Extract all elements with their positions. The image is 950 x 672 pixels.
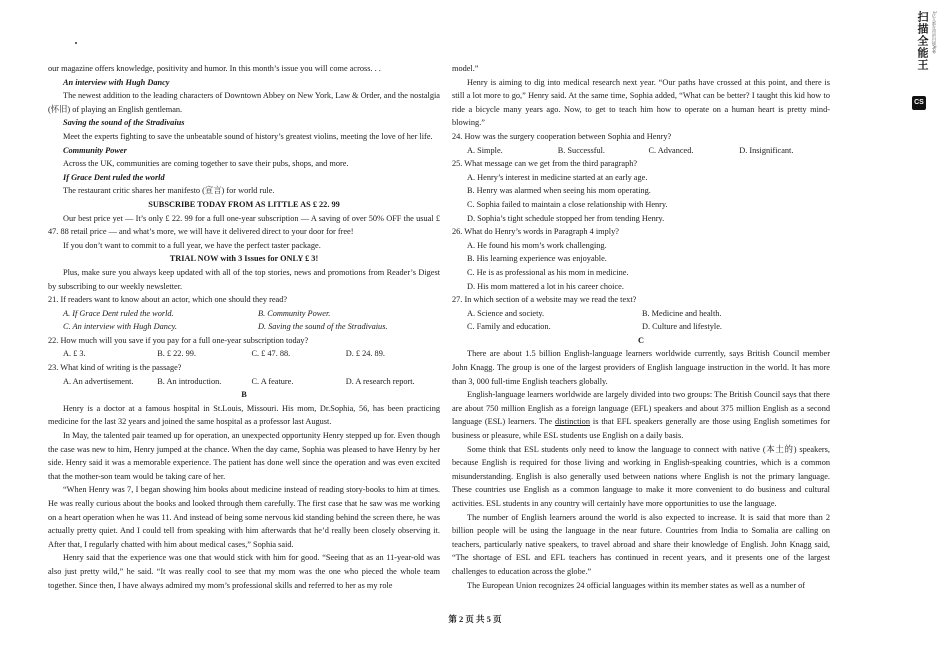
newsletter-paragraph: Plus, make sure you always keep updated with all of the top stories, news and promotions from Reader’s Digest by subscribing to our weekly newsletter. [48,267,440,291]
passage-b-paragraph: “When Henry was 7, I began showing him books about medicine instead of reading story-books to him at times. He was really curious about the books and looked through them carefully. The first case that he saw was me working on a heart operation when he was 11. And instead of being some nervous kid standing behind the screen there, he was actually pretty quiet. And I could tell from speaking with him afterwards that he’d really been closely observing it. After that, I regularly chatted with him about medical cases,” Sophia said. [48,485,440,549]
option: D. A research report. [345,376,415,386]
option: D. Sophia’s tight schedule stopped her from tending Henry. [467,213,665,223]
scanner-watermark [904,6,944,116]
scan-speck [75,42,77,44]
option: D. Insignificant. [739,145,794,155]
section-b-label: B [241,390,247,400]
item-text: Across the UK, communities are coming together to save their pubs, shops, and more. [63,159,349,169]
option: C. Sophia failed to maintain a close relationship with Henry. [467,199,668,209]
continued-text: model.” [452,64,479,73]
item-text: The newest addition to the leading characters of Downtown Abbey on New York, Law & Order, and the nostalgia (怀旧) of playing an English gentleman. [48,91,440,114]
passage-b-paragraph: Henry said that the experience was one that would stick with him for good. “Seeing that as an 11-year-old was also just pretty wild,” he said. “It was really cool to see that my mom was the one who pieced the whole team together. Since then, I have always admired my mom’s professional skills and referred to her as my role [48,553,440,590]
option: D. His mom mattered a lot in his career choice. [467,281,624,291]
options-27 [452,307,830,334]
passage-b-paragraph: In May, the talented pair teamed up for operation, an unexpected opportunity Henry stepped up for. Even though the case was new to him, Henry jumped at the chance. When the day came, Sophia was pleased to have Henry by her side. Henry said it was a memorable experience. The patient has done well since the operation and was even excited that the mother-son team would be taking care of her. [48,431,440,481]
option: B. Henry was alarmed when seeing his mom operating. [467,186,651,196]
option: D. £ 24. 89. [345,349,385,359]
page-footer: 第 2 页 共 5 页 [448,614,502,624]
item-text: Meet the experts fighting to save the unbeatable sound of history’s greatest violins, meeting the love of her life. [63,131,433,141]
passage-c-paragraph: Some think that ESL students only need to know the language to connect with native (本土的) speakers, because English is required for those living and working in English-speaking countries, which is a common misunderstanding. English is also generally used between nations where English is not the primary language. These countries use English as a common language to make it more convenient to do business and cultural activities. ESL students in any country will certainly have more opportunities to use the language. [452,444,830,508]
options-21 [48,307,440,334]
options-24 [452,144,830,158]
option: B. Medicine and health. [642,308,722,318]
passage-c-paragraph: There are about 1.5 billion English-language learners worldwide currently, says British Council member John Knagg. The group is one of the largest providers of English language instruction in the world. It has more than 3, 000 full-time English teachers globally. [452,349,830,386]
subscribe-heading: SUBSCRIBE TODAY FROM AS LITTLE AS £ 22. 99 [148,199,340,209]
passage-b-paragraph: Henry is aiming to dig into medical research next year. “Our paths have crossed at this point, and there is still a lot more to go,” Henry said. At the same time, Sophia added, “What can be better? I taught this kid how to ride a bicycle many years ago. Now, to get to teach him how to operate on a human heart is pretty mind-blowing.” [452,77,830,128]
passage-c-paragraph [452,388,830,442]
trial-heading: TRIAL NOW with 3 Issues for ONLY £ 3! [169,254,319,264]
option: A. £ 3. [63,349,86,359]
option: C. An interview with Hugh Dancy. [63,322,177,332]
option: D. Culture and lifestyle. [642,322,722,332]
option: C. A feature. [251,376,294,386]
left-column [48,62,440,592]
question-25: 25. What message can we get from the third paragraph? [452,159,638,169]
intro-line: our magazine offers knowledge, positivity and humor. In this month’s issue you will come across. . . [48,64,381,73]
commit-line: If you don’t want to commit to a full year, we have the perfect taster package. [63,240,321,250]
question-27: 27. In which section of a website may we read the text? [452,295,637,305]
option: B. An introduction. [157,376,222,386]
underlined-word: distinction [554,417,590,427]
option: D. Saving the sound of the Stradivaius. [258,322,388,332]
option: A. He found his mom’s work challenging. [467,240,607,250]
option: A. Simple. [467,145,503,155]
option: A. Science and society. [467,308,545,318]
section-c-label: C [638,335,644,345]
passage-c-paragraph: The number of English learners around the world is also expected to increase. It is said that more than 2 billion people will be using the language in the near future. Countries from India to Somalia are calling on teachers, particularly native speakers, to travel abroad and share their knowledge of English. John Knagg said, “The shortage of ESL and EFL teachers has continued in recent years, and it presents one of the largest challenges to education across the globe.” [452,512,830,576]
scanner-logo-icon: CS [912,96,926,110]
item-title: Community Power [63,145,127,155]
option: A. Henry’s interest in medicine started at an early age. [467,172,648,182]
item-title: If Grace Dent ruled the world [63,172,165,182]
option: A. If Grace Dent ruled the world. [63,308,174,318]
scanner-app-name: 扫描全能王 [916,11,929,71]
question-22: 22. How much will you save if you pay for a full one-year subscription today? [48,335,309,345]
question-21: 21. If readers want to know about an actor, which one should they read? [48,295,288,305]
option: C. £ 47. 88. [251,349,291,359]
options-22 [48,347,440,361]
option: B. Successful. [557,145,605,155]
option: B. His learning experience was enjoyable. [467,254,607,264]
item-text: The restaurant critic shares her manifesto (宣言) for world rule. [63,186,275,196]
passage-b-paragraph: Henry is a doctor at a famous hospital in St.Louis, Missouri. His mom, Dr.Sophia, 56, has been practicing medicine for the last 32 years and joined the same hospital as a professor last August. [48,403,440,427]
option: C. He is as professional as his mom in medicine. [467,267,629,277]
passage-c-paragraph: The European Union recognizes 24 official languages within its member states as well as a number of [467,580,806,590]
question-23: 23. What kind of writing is the passage? [48,363,182,373]
option: B. Community Power. [258,308,331,318]
item-title: Saving the sound of the Stradivaius [63,118,185,128]
question-26: 26. What do Henry’s words in Paragraph 4 imply? [452,227,619,237]
option: B. £ 22. 99. [157,349,196,359]
question-24: 24. How was the surgery cooperation between Sophia and Henry? [452,131,672,141]
passage-c-text: English-language learners worldwide are largely divided into two groups: The British Council says that there are about 750 million English as a foreign language (EFL) speakers and about 375 million English as a second language (ESL) learners. The [452,390,830,427]
option: A. An advertisement. [63,376,134,386]
option: C. Family and education. [467,322,551,332]
options-23 [48,375,440,389]
price-paragraph: Our best price yet — It’s only £ 22. 99 for a full one-year subscription — A saving of over 50% OFF the usual £ 47. 88 retail price — and what’s more, we will have it delivered direct to your door for free! [48,213,440,237]
right-column [452,62,830,592]
item-title: An interview with Hugh Dancy [63,77,170,87]
scanner-tagline: 3亿人都在用的扫描App [932,11,937,54]
passage-c-text: is that EFL speakers generally are those using English sometimes for business or pleasure, while ESL students use English on a daily basis. [452,417,830,441]
option: C. Advanced. [648,145,694,155]
